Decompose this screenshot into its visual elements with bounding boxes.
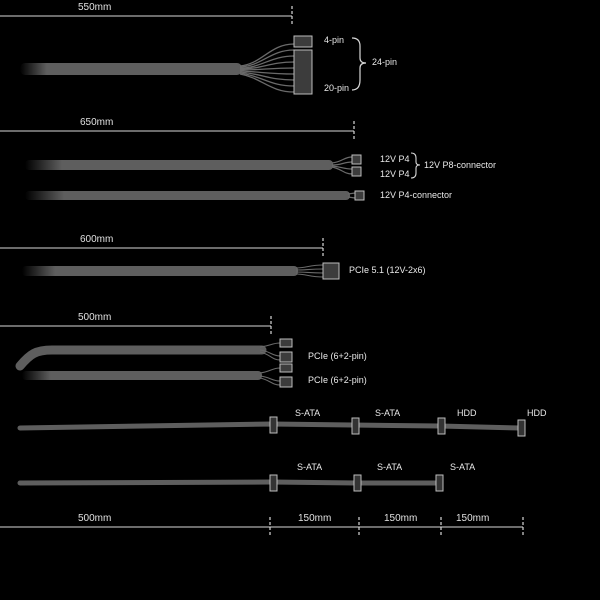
sata2-connector-1 xyxy=(270,475,277,491)
pcie5-length-label: 600mm xyxy=(80,234,114,245)
cpu-p4-connector-label: 12V P4-connector xyxy=(380,190,453,200)
sata1-connector-1 xyxy=(270,417,277,433)
sata-chain-2 xyxy=(20,475,443,491)
sata2-cable xyxy=(20,482,438,483)
cpu-cable-group xyxy=(0,121,420,200)
pcie-connector-label-1: PCIe (6+2-pin) xyxy=(308,351,367,361)
sata1-connector-2 xyxy=(352,418,359,434)
hdd1-connector-2 xyxy=(518,420,525,436)
pcie-connector-label-2: PCIe (6+2-pin) xyxy=(308,375,367,385)
cpu-p4-label-a: 12V P4 xyxy=(380,154,410,164)
cpu-p4-connector-c xyxy=(355,191,364,200)
pcie-cable-sleeve-1 xyxy=(20,350,262,366)
bottom-dim-150-b: 150mm xyxy=(384,513,418,524)
sata1-label-2: S-ATA xyxy=(375,408,401,418)
sata1-label-1: S-ATA xyxy=(295,408,321,418)
pcie5-connector-label: PCIe 5.1 (12V-2x6) xyxy=(349,265,426,275)
sata2-label-3: S-ATA xyxy=(450,462,476,472)
pcie-connector-1a xyxy=(280,339,292,347)
sata-chain-1 xyxy=(20,417,525,436)
atx-20pin-connector xyxy=(294,50,312,94)
pcie5-cable-group xyxy=(0,238,339,279)
atx-cable-sleeve xyxy=(20,63,242,75)
atx-length-label: 550mm xyxy=(78,2,112,13)
pcie-connector-2b xyxy=(280,377,292,387)
brace-24pin xyxy=(352,38,366,90)
atx-4pin-label: 4-pin xyxy=(324,35,345,45)
pcie5-connector xyxy=(323,263,339,279)
cpu-p4-connector-b xyxy=(352,167,361,176)
pcie-length-label: 500mm xyxy=(78,312,112,323)
sata2-connector-3 xyxy=(436,475,443,491)
pcie-connector-1b xyxy=(280,352,292,362)
cpu-p8-cable-sleeve xyxy=(25,160,333,170)
brace-p8 xyxy=(411,153,420,178)
bottom-dim-150-a: 150mm xyxy=(298,513,332,524)
cpu-p4-connector-a xyxy=(352,155,361,164)
bottom-dim-150-c: 150mm xyxy=(456,513,490,524)
cpu-length-label: 650mm xyxy=(80,117,114,128)
pcie-cable-sleeve-2 xyxy=(22,371,262,380)
sata2-label-1: S-ATA xyxy=(297,462,323,472)
bottom-dim-500: 500mm xyxy=(78,513,112,524)
hdd1-connector-1 xyxy=(438,418,445,434)
atx-24pin-label: 24-pin xyxy=(372,57,398,67)
cpu-p8-label: 12V P8-connector xyxy=(424,160,497,170)
sata2-connector-2 xyxy=(354,475,361,491)
hdd1-label-1: HDD xyxy=(457,408,477,418)
sata2-label-2: S-ATA xyxy=(377,462,403,472)
hdd1-label-2: HDD xyxy=(527,408,547,418)
atx-wire-fan xyxy=(240,44,294,92)
atx-20pin-label: 20-pin xyxy=(324,83,350,93)
pcie-connector-2a xyxy=(280,364,292,372)
atx-cable-group xyxy=(0,6,366,94)
pcie-cable-group xyxy=(0,316,292,387)
cpu-p4-label-b: 12V P4 xyxy=(380,169,410,179)
pcie5-wires xyxy=(296,265,323,277)
atx-4pin-connector xyxy=(294,36,312,47)
cpu-p8-wires xyxy=(332,157,352,174)
pcie5-cable-sleeve xyxy=(22,266,298,276)
cpu-p4-cable-sleeve xyxy=(25,191,350,200)
